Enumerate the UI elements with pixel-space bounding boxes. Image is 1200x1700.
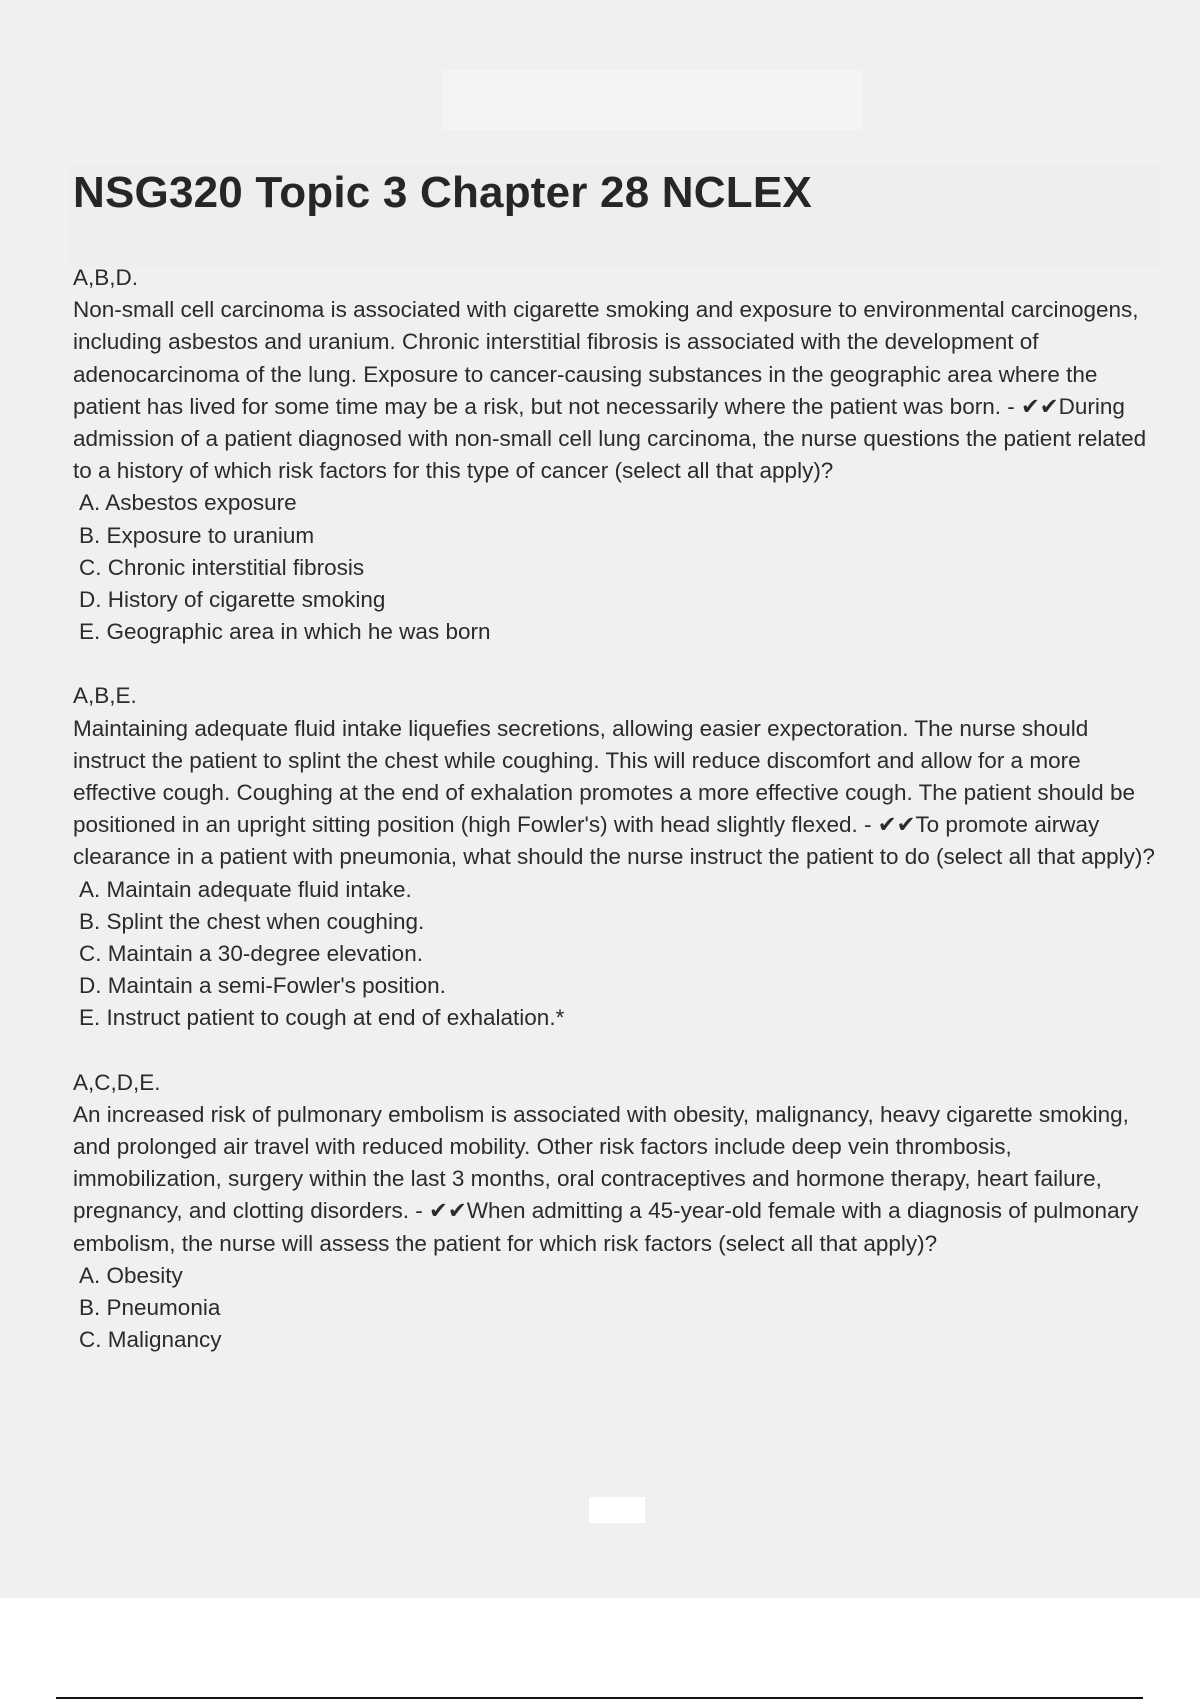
option-item: E. Instruct patient to cough at end of exhalation.* [79, 1005, 565, 1031]
option-item: B. Exposure to uranium [79, 522, 315, 548]
option-list [73, 487, 1158, 648]
option-item: C. Maintain a 30-degree elevation. [79, 941, 423, 967]
answer-key: A,C,D,E. [73, 1069, 161, 1095]
option-item: D. History of cigarette smoking [79, 587, 386, 613]
option-list [73, 1260, 1158, 1357]
option-item: A. Maintain adequate fluid intake. [79, 876, 412, 902]
option-item: D. Maintain a semi-Fowler's position. [79, 973, 446, 999]
question-text: Maintaining adequate fluid intake liquefies secretions, allowing easier expectoration. The nurse should instruct the patient to splint the chest while coughing. This will reduce discomfort and allow for a more effective cough. Coughing at the end of exhalation promotes a more effective cough. The patient should be positioned in an upright sitting position (high Fowler's) with head slightly flexed. - ✔✔To promote airway clearance in a patient with pneumonia, what should the nurse instruct the patient to do (select all that apply)? [73, 715, 1155, 870]
header-placeholder [443, 70, 863, 130]
option-item: A. Asbestos exposure [79, 490, 297, 516]
question-text: Non-small cell carcinoma is associated with cigarette smoking and exposure to environmental carcinogens, including asbestos and uranium. Chronic interstitial fibrosis is associated with the development of adenocarcinoma of the lung. Exposure to cancer-causing substances in the geographic area where the patient has lived for some time may be a risk, but not necessarily where the patient was born. - ✔✔During admission of a patient diagnosed with non-small cell lung carcinoma, the nurse questions the patient related to a history of which risk factors for this type of cancer (select all that apply)? [73, 297, 1147, 484]
option-item: B. Splint the chest when coughing. [79, 908, 425, 934]
page-marker [589, 1497, 645, 1523]
option-item: B. Pneumonia [79, 1295, 221, 1321]
qa-item [73, 262, 1158, 648]
option-list [73, 874, 1158, 1035]
option-item: C. Malignancy [79, 1327, 222, 1353]
answer-key: A,B,D. [73, 265, 139, 290]
answer-key: A,B,E. [73, 683, 137, 709]
option-item: A. Obesity [79, 1262, 183, 1288]
question-text: An increased risk of pulmonary embolism is associated with obesity, malignancy, heavy cigarette smoking, and prolonged air travel with reduced mobility. Other risk factors include deep vein thrombosis, immobilization, surgery within the last 3 months, oral contraceptives and hormone therapy, heart failure, pregnancy, and clotting disorders. - ✔✔When admitting a 45-year-old female with a diagnosis of pulmonary embolism, the nurse will assess the patient for which risk factors (select all that apply)? [73, 1101, 1139, 1256]
option-item: C. Chronic interstitial fibrosis [79, 554, 365, 580]
qa-list [73, 262, 1158, 1389]
option-item: E. Geographic area in which he was born [79, 619, 491, 645]
document-title: NSG320 Topic 3 Chapter 28 NCLEX [73, 168, 812, 217]
qa-item [73, 1067, 1158, 1357]
qa-item [73, 680, 1158, 1034]
footer-divider [56, 1697, 1143, 1699]
